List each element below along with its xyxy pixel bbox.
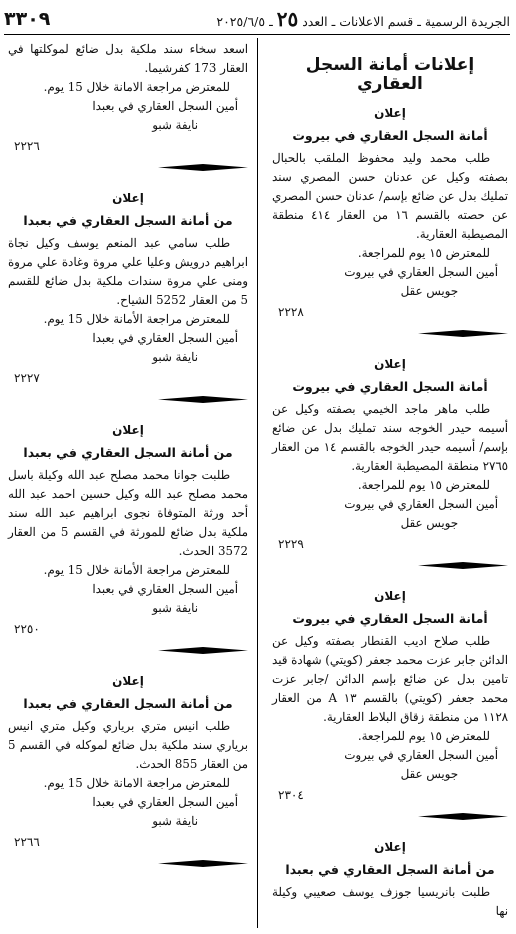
notice — [272, 838, 508, 921]
notice-heading: أمانة السجل العقاري في بيروت — [292, 379, 488, 394]
notice-signer-title: أمين السجل العقاري في بيروت — [344, 265, 498, 279]
notice-body: اسعد سخاء سند ملكية بدل ضائع لموكلتها في العقار 173 كفرشيما. — [8, 42, 248, 75]
notice-objection: للمعترض مراجعة الامانة خلال 15 يوم. — [43, 80, 230, 94]
notice-label: إعلان — [374, 106, 406, 120]
notice — [272, 104, 508, 353]
notice-label: إعلان — [374, 840, 406, 854]
notice-signer-name: جويس عقل — [400, 284, 458, 298]
notice-label: إعلان — [112, 191, 144, 205]
notice-signer-title: أمين السجل العقاري في بيروت — [344, 497, 498, 511]
notice-code: ٢٢٢٧ — [14, 371, 40, 385]
right-column — [272, 40, 508, 921]
notice-objection: للمعترض ١٥ يوم للمراجعة. — [357, 729, 490, 743]
notice-label: إعلان — [374, 589, 406, 603]
left-column — [8, 40, 248, 883]
notice-heading: أمانة السجل العقاري في بيروت — [292, 128, 488, 143]
divider-ornament — [418, 330, 508, 337]
page-number: ٣٣٠٩ — [4, 8, 51, 30]
notice-code: ٢٢٦٦ — [14, 835, 40, 849]
notice-body: طلب صلاح اديب القنطار بصفته وكيل عن الدائن جابر عزت محمد جعفر (كويتي) شهادة قيد تامين بدل عن ضائع بإسم الدائن /جابر عزت محمد جعفر (كويتي) بالقسم ١٣ A من العقار ١١٢٨ من منطقة زقاق البلاط العقارية. — [272, 634, 509, 724]
notice-heading: من أمانة السجل العقاري في بعبدا — [23, 696, 233, 711]
notice — [272, 355, 508, 585]
notice-body: طلب محمد وليد محفوظ الملقب بالحبال بصفته وكيل عن عدنان حسن المصري سند تمليك بدل عن ضائع بإسم/ عدنان حسن المصري عن حصته بالقسم ١٦ من العقار ٤١٤ منطقة المصيطبة العقارية. — [272, 151, 508, 241]
section-title: إعلانات أمانة السجل العقاري — [305, 55, 475, 94]
notice-label: إعلان — [112, 423, 144, 437]
notice-code: ٢٢٢٩ — [278, 537, 304, 551]
notice-heading: من أمانة السجل العقاري في بعبدا — [23, 445, 233, 460]
notice — [8, 189, 248, 419]
notice-code: ٢٢٢٨ — [278, 305, 304, 319]
divider-ornament — [158, 860, 248, 867]
divider-ornament — [158, 396, 248, 403]
notice-signer-title: أمين السجل العقاري في بعبدا — [92, 99, 238, 113]
notice-objection: للمعترض مراجعة الامانة خلال 15 يوم. — [43, 776, 230, 790]
column-separator — [257, 38, 258, 928]
notice — [8, 672, 248, 883]
notice-signer-title: أمين السجل العقاري في بيروت — [344, 748, 498, 762]
notice — [8, 421, 248, 670]
notice — [272, 587, 508, 836]
page-header — [4, 6, 510, 32]
notice-heading: من أمانة السجل العقاري في بعبدا — [285, 862, 495, 877]
issue-date: ـ ٢٠٢٥/٦/٥ — [216, 14, 273, 29]
notice-objection: للمعترض ١٥ يوم للمراجعة. — [357, 478, 490, 492]
notice-signer-name: نايفة شبو — [152, 118, 198, 132]
divider-ornament — [158, 164, 248, 171]
header-title: الجريدة الرسمية ـ قسم الاعلانات ـ العدد — [302, 14, 510, 29]
notice-signer-title: أمين السجل العقاري في بعبدا — [92, 331, 238, 345]
issue-number: ٢٥ — [276, 7, 299, 31]
notice-code: ٢٢٢٦ — [14, 139, 40, 153]
notice-signer-name: جويس عقل — [400, 516, 458, 530]
notice-heading: من أمانة السجل العقاري في بعبدا — [23, 213, 233, 228]
notice-objection: للمعترض مراجعة الأمانة خلال 15 يوم. — [43, 563, 230, 577]
notice-objection: للمعترض مراجعة الأمانة خلال 15 يوم. — [43, 312, 230, 326]
notice-body: طلبت جوانا محمد مصلح عبد الله وكيلة باسل محمد مصلح عبد الله وكيل حسين احمد عبد الله أحد ورثة المتوفاة نجوى ابراهيم عبد الله سند ملكية بدل ضائع للمورثة في القسم 5 من العقار 3572 الحدث. — [8, 468, 249, 558]
notice-signer-name: نايفة شبو — [152, 814, 198, 828]
notice-body: طلب سامي عبد المنعم يوسف وكيل نجاة ابراهيم درويش وعليا علي مروة وغادة علي مروة ومنى علي مروة سندات ملكية بدل ضائع للقسم 5 من العقار 5252 الشياح. — [8, 236, 248, 307]
notice-body: طلب ماهر ماجد الخيمي بصفته وكيل عن أسيمه حيدر الخوجه سند تمليك بدل عن ضائع بإسم/ أسيمه حيدر الخوجه بالقسم ١٤ من العقار ٢٧٦٥ منطقة المصيطبة العقارية. — [272, 402, 508, 473]
notice-signer-name: جويس عقل — [400, 767, 458, 781]
notice-signer-title: أمين السجل العقاري في بعبدا — [92, 795, 238, 809]
notice-heading: أمانة السجل العقاري في بيروت — [292, 611, 488, 626]
notice-code: ٢٣٠٤ — [278, 788, 304, 802]
notice-body: طلب انيس متري برياري وكيل متري انيس برياري سند ملكية بدل ضائع لموكله في القسم 5 من العقار 855 الحدث. — [8, 719, 248, 771]
notice-label: إعلان — [112, 674, 144, 688]
notice-label: إعلان — [374, 357, 406, 371]
notice-body: طلبت بانريسيا جوزف يوسف صعيبي وكيلة نها — [272, 885, 508, 918]
notice-objection: للمعترض ١٥ يوم للمراجعة. — [357, 246, 490, 260]
divider-ornament — [158, 647, 248, 654]
notice-signer-name: نايفة شبو — [152, 601, 198, 615]
notice-signer-title: أمين السجل العقاري في بعبدا — [92, 582, 238, 596]
divider-ornament — [418, 813, 508, 820]
notice-code: ٢٢٥٠ — [14, 622, 40, 636]
notice — [8, 40, 248, 187]
divider-ornament — [418, 562, 508, 569]
header-rule — [4, 34, 510, 35]
notice-signer-name: نايفة شبو — [152, 350, 198, 364]
header-title-line — [216, 7, 510, 31]
